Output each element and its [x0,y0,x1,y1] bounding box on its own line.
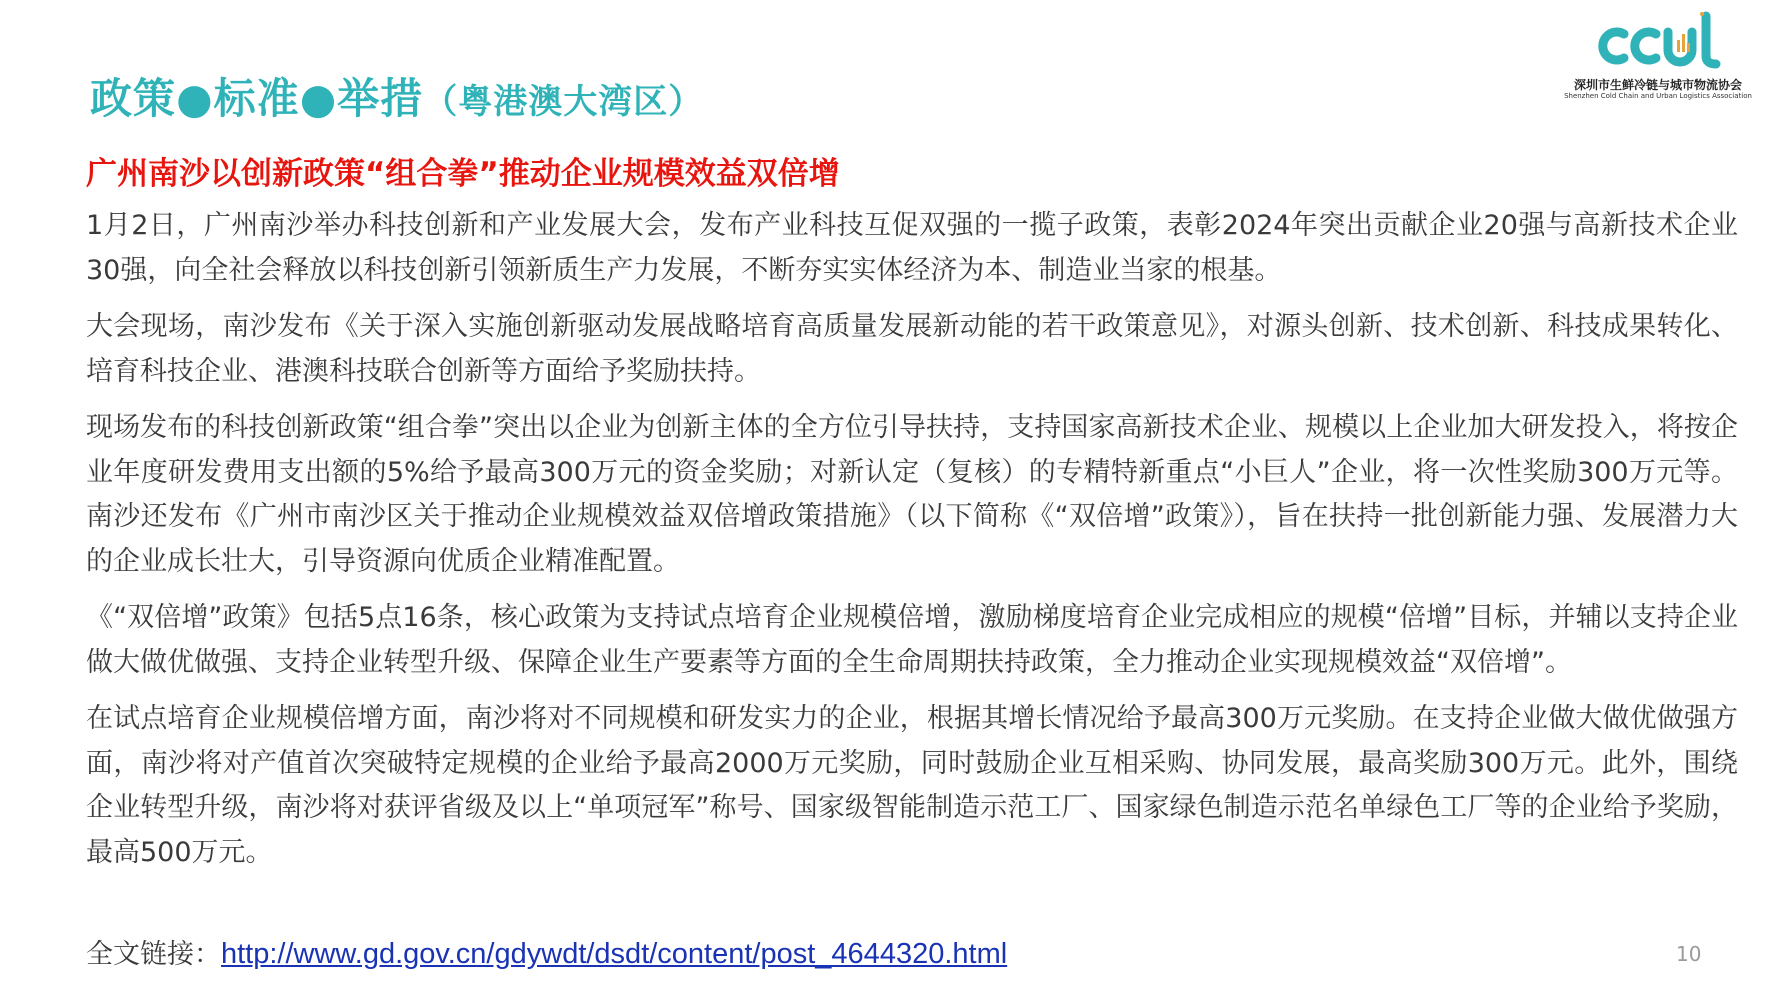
article-title: 广州南沙以创新政策“组合拳”推动企业规模效益双倍增 [86,156,840,192]
paragraph: 现场发布的科技创新政策“组合拳”突出以企业为创新主体的全方位引导扶持，支持国家高新技术企业、规模以上企业加大研发投入，将按企业年度研发费用支出额的5%给予最高300万元的资金奖励；对新认定（复核）的专精特新重点“小巨人”企业，将一次性奖励300万元等。南沙还发布《广州市南沙区关于推动企业规模效益双倍增政策措施》（以下简称《“双倍增”政策》），旨在扶持一批创新能力强、发展潜力大的企业成长壮大，引导资源向优质企业精准配置。 [86,412,1738,577]
paragraph: 大会现场，南沙发布《关于深入实施创新驱动发展战略培育高质量发展新动能的若干政策意见》，对源头创新、技术创新、科技成果转化、培育科技企业、港澳科技联合创新等方面给予奖励扶持。 [86,311,1738,387]
paragraph: 1月2日，广州南沙举办科技创新和产业发展大会，发布产业科技互促双强的一揽子政策，表彰2024年突出贡献企业20强与高新技术企业30强，向全社会释放以科技创新引领新质生产力发展，不断夯实实体经济为本、制造业当家的根基。 [86,210,1738,286]
section-title [90,66,703,126]
paragraph: 在试点培育企业规模倍增方面，南沙将对不同规模和研发实力的企业，根据其增长情况给予最高300万元奖励。在支持企业做大做优做强方面，南沙将对产值首次突破特定规模的企业给予最高2000万元奖励，同时鼓励企业互相采购、协同发展，最高奖励300万元。此外，围绕企业转型升级，南沙将对获评省级及以上“单项冠军”称号、国家级智能制造示范工厂、国家绿色制造示范名单绿色工厂等的企业给予奖励，最高500万元。 [86,703,1738,868]
full-text-link[interactable]: http://www.gd.gov.cn/gdywdt/dsdt/content/post_4644320.html [221,938,1008,970]
logo-name-cn: 深圳市生鲜冷链与城市物流协会 [1573,78,1742,92]
full-text-link-row [86,932,1007,971]
paragraph: 《“双倍增”政策》包括5点16条，核心政策为支持试点培育企业规模倍增，激励梯度培育企业完成相应的规模“倍增”目标，并辅以支持企业做大做优做强、支持企业转型升级、保障企业生产要素等方面的全生命周期扶持政策，全力推动企业实现规模效益“双倍增”。 [86,602,1738,678]
section-region: （粤港澳大湾区） [423,82,704,122]
association-logo [1558,10,1758,102]
page-number: 10 [1676,942,1702,966]
article-body [86,204,1738,887]
section-title-text: 政策●标准●举措 [90,74,424,123]
logo-name-en: Shenzhen Cold Chain and Urban Logistics Association [1564,92,1752,100]
link-label: 全文链接： [86,939,221,970]
ccul-logo-icon [1598,10,1728,74]
